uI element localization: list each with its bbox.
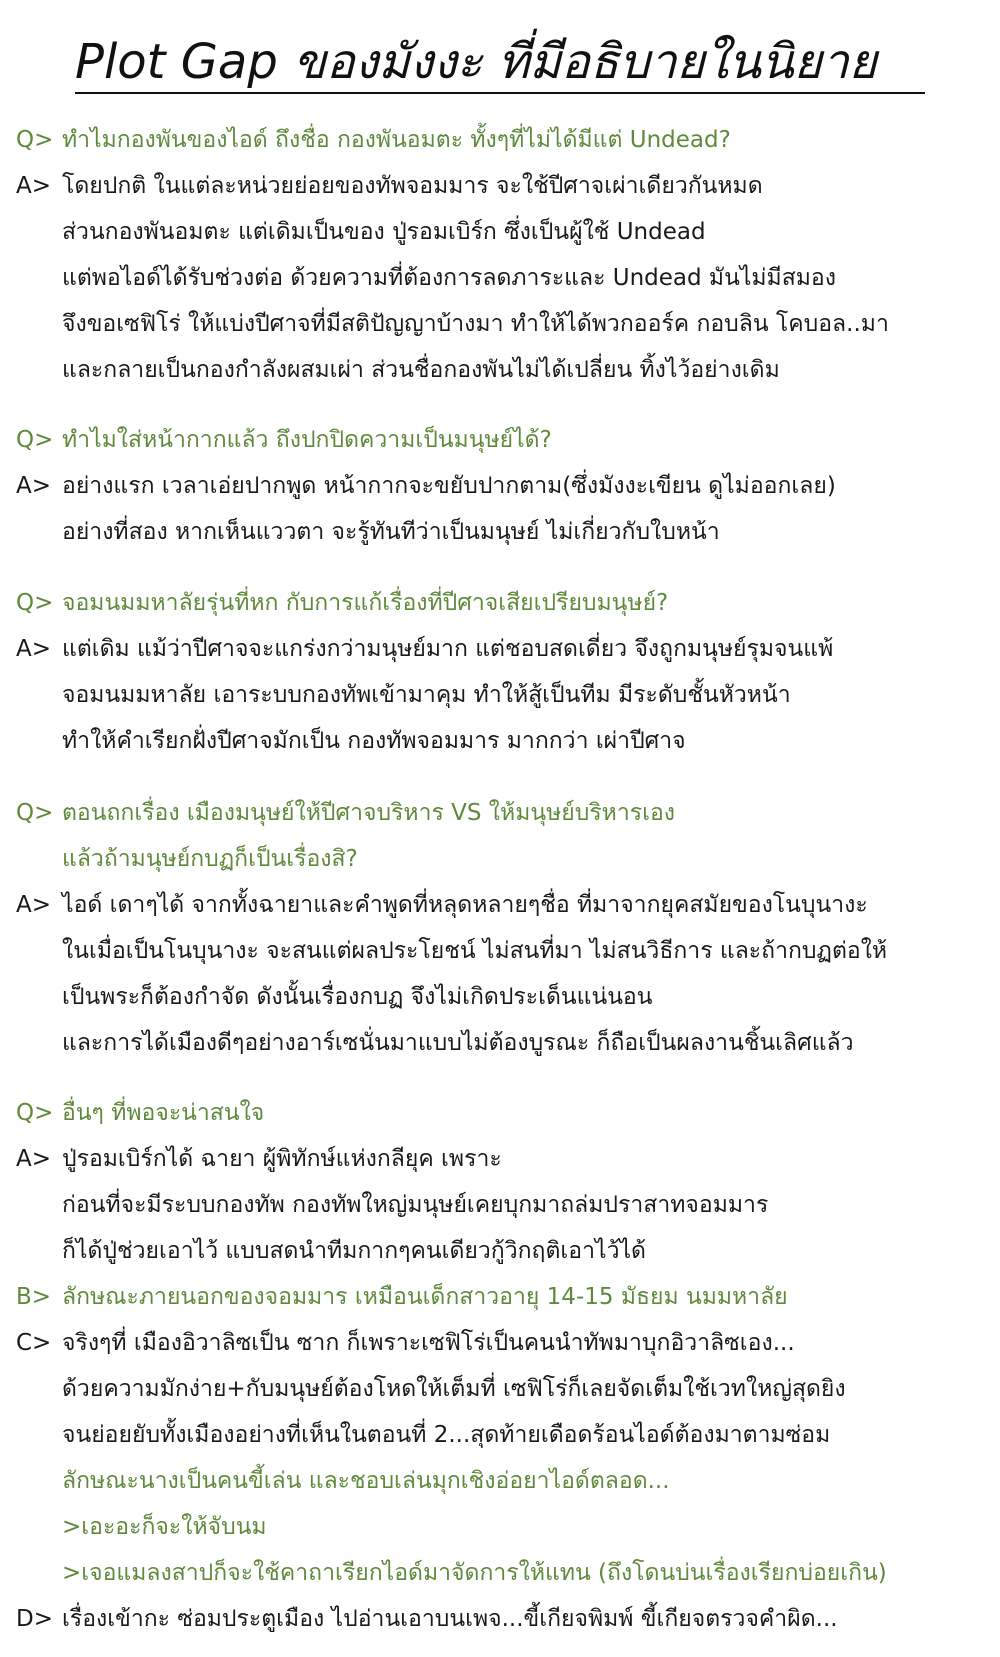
answer-row [0,721,1000,761]
note-c-green-row [0,1461,1000,1501]
answer-text: และกลายเป็นกองกำลังผสมเผ่า ส่วนชื่อกองพันไม่ได้เปลี่ยน ทิ้งไว้อย่างเดิม [62,357,780,383]
answer-row [0,977,1000,1017]
question-text: ตอนถกเรื่อง เมืองมนุษย์ให้ปีศาจบริหาร VS ให้มนุษย์บริหารเอง [62,800,676,826]
question-row [0,1093,1000,1133]
title-underline [75,92,925,94]
answer-tag: A> [16,636,52,662]
note-d-row [0,1599,1000,1639]
answer-row [0,885,1000,925]
question-text: แล้วถ้ามนุษย์กบฏก็เป็นเรื่องสิ? [62,846,358,872]
note-d-tag: D> [16,1606,53,1632]
note-b-text: ลักษณะภายนอกของจอมมาร เหมือนเด็กสาวอายุ 14-15 มัธยม นมมหาลัย [62,1284,788,1310]
answer-text: ส่วนกองพันอมตะ แต่เดิมเป็นของ ปู่รอมเบิร์ก ซึ่งเป็นผู้ใช้ Undead [62,219,706,245]
question-text: อื่นๆ ที่พอจะน่าสนใจ [62,1100,265,1126]
answer-row [0,212,1000,252]
answer-text: ก่อนที่จะมีระบบกองทัพ กองทัพใหญ่มนุษย์เคยบุกมาถล่มปราสาทจอมมาร [62,1192,769,1218]
answer-row [0,512,1000,552]
note-c-row [0,1415,1000,1455]
note-c-green-row [0,1553,1000,1593]
question-tag: Q> [16,1100,54,1126]
answer-text: จอมนมมหาลัย เอาระบบกองทัพเข้ามาคุม ทำให้สู้เป็นทีม มีระดับชั้นหัวหน้า [62,682,791,708]
question-tag: Q> [16,800,54,826]
answer-text: ไอด์ เดาๆได้ จากทั้งฉายาและคำพูดที่หลุดหลายๆชื่อ ที่มาจากยุคสมัยของโนบุนางะ [62,892,868,918]
answer-row [0,466,1000,506]
answer-tag: A> [16,173,52,199]
note-c-text: จนย่อยยับทั้งเมืองอย่างที่เห็นในตอนที่ 2...สุดท้ายเดือดร้อนไอด์ต้องมาตามซ่อม [62,1422,831,1448]
note-b-tag: B> [16,1284,52,1310]
note-c-green-text: ลักษณะนางเป็นคนขี้เล่น และชอบเล่นมุกเชิงอ่อยาไอด์ตลอด... [62,1468,670,1494]
note-c-green-text: >เอะอะก็จะให้จับนม [62,1514,267,1540]
answer-tag: A> [16,1146,52,1172]
answer-row [0,1231,1000,1271]
question-row [0,839,1000,879]
question-row [0,583,1000,623]
note-c-tag: C> [16,1330,52,1356]
answer-text: อย่างแรก เวลาเอ่ยปากพูด หน้ากากจะขยับปากตาม(ซึ่งมังงะเขียน ดูไม่ออกเลย) [62,473,836,499]
question-row [0,120,1000,160]
answer-text: แต่พอไอด์ได้รับช่วงต่อ ด้วยความที่ต้องการลดภาระและ Undead มันไม่มีสมอง [62,265,836,291]
page-title: Plot Gap ของมังงะ ที่มีอธิบายในนิยาย [75,34,877,90]
answer-row [0,1023,1000,1063]
answer-text: ทำให้คำเรียกฝั่งปีศาจมักเป็น กองทัพจอมมาร มากกว่า เผ่าปีศาจ [62,728,686,754]
note-c-row [0,1323,1000,1363]
note-d-text: เรื่องเข้ากะ ซ่อมประตูเมือง ไปอ่านเอาบนเพจ...ขี้เกียจพิมพ์ ขี้เกียจตรวจคำผิด... [62,1606,838,1632]
answer-text: แต่เดิม แม้ว่าปีศาจจะแกร่งกว่ามนุษย์มาก แต่ชอบสดเดี่ยว จึงถูกมนุษย์รุมจนแพ้ [62,636,834,662]
answer-text: อย่างที่สอง หากเห็นแววตา จะรู้ทันทีว่าเป็นมนุษย์ ไม่เกี่ยวกับใบหน้า [62,519,720,545]
question-tag: Q> [16,127,54,153]
answer-text: เป็นพระก็ต้องกำจัด ดังนั้นเรื่องกบฏ จึงไม่เกิดประเด็นแน่นอน [62,984,653,1010]
answer-text: จึงขอเซฟิโร่ ให้แบ่งปีศาจที่มีสติปัญญาบ้างมา ทำให้ได้พวกออร์ค กอบลิน โคบอล..มา [62,311,889,337]
note-c-text: ด้วยความมักง่าย+กับมนุษย์ต้องโหดให้เต็มที่ เซฟิโร่ก็เลยจัดเต็มใช้เวทใหญ่สุดยิง [62,1376,846,1402]
answer-row [0,629,1000,669]
answer-row [0,675,1000,715]
answer-text: ปู่รอมเบิร์กได้ ฉายา ผู้พิทักษ์แห่งกลียุค เพราะ [62,1146,502,1172]
note-c-text: จริงๆที่ เมืองอิวาลิซเป็น ซาก ก็เพราะเซฟิโร่เป็นคนนำทัพมาบุกอิวาลิซเอง... [62,1330,795,1356]
question-text: ทำไมใส่หน้ากากแล้ว ถึงปกปิดความเป็นมนุษย์ได้? [62,427,552,453]
answer-row [0,931,1000,971]
answer-row [0,350,1000,390]
note-c-green-text: >เจอแมลงสาปก็จะใช้คาถาเรียกไอด์มาจัดการให้แทน (ถึงโดนบ่นเรื่องเรียกบ่อยเกิน) [62,1560,887,1586]
note-b-row [0,1277,1000,1317]
question-text: ทำไมกองพันของไอด์ ถึงชื่อ กองพันอมตะ ทั้งๆที่ไม่ได้มีแต่ Undead? [62,127,731,153]
answer-row [0,1185,1000,1225]
note-c-row [0,1369,1000,1409]
answer-text: ก็ได้ปู่ช่วยเอาไว้ แบบสดนำทีมกากๆคนเดียวกู้วิกฤติเอาไว้ได้ [62,1238,646,1264]
question-tag: Q> [16,427,54,453]
note-c-green-row [0,1507,1000,1547]
answer-row [0,304,1000,344]
question-row [0,420,1000,460]
answer-text: ในเมื่อเป็นโนบุนางะ จะสนแต่ผลประโยชน์ ไม่สนที่มา ไม่สนวิธีการ และถ้ากบฏต่อให้ [62,938,888,964]
answer-row [0,1139,1000,1179]
answer-text: และการได้เมืองดีๆอย่างอาร์เซนั่นมาแบบไม่ต้องบูรณะ ก็ถือเป็นผลงานชิ้นเลิศแล้ว [62,1030,854,1056]
question-text: จอมนมมหาลัยรุ่นที่หก กับการแก้เรื่องที่ปีศาจเสียเปรียบมนุษย์? [62,590,669,616]
answer-row [0,166,1000,206]
question-tag: Q> [16,590,54,616]
answer-tag: A> [16,473,52,499]
answer-text: โดยปกติ ในแต่ละหน่วยย่อยของทัพจอมมาร จะใช้ปีศาจเผ่าเดียวกันหมด [62,173,763,199]
answer-row [0,258,1000,298]
answer-tag: A> [16,892,52,918]
question-row [0,793,1000,833]
